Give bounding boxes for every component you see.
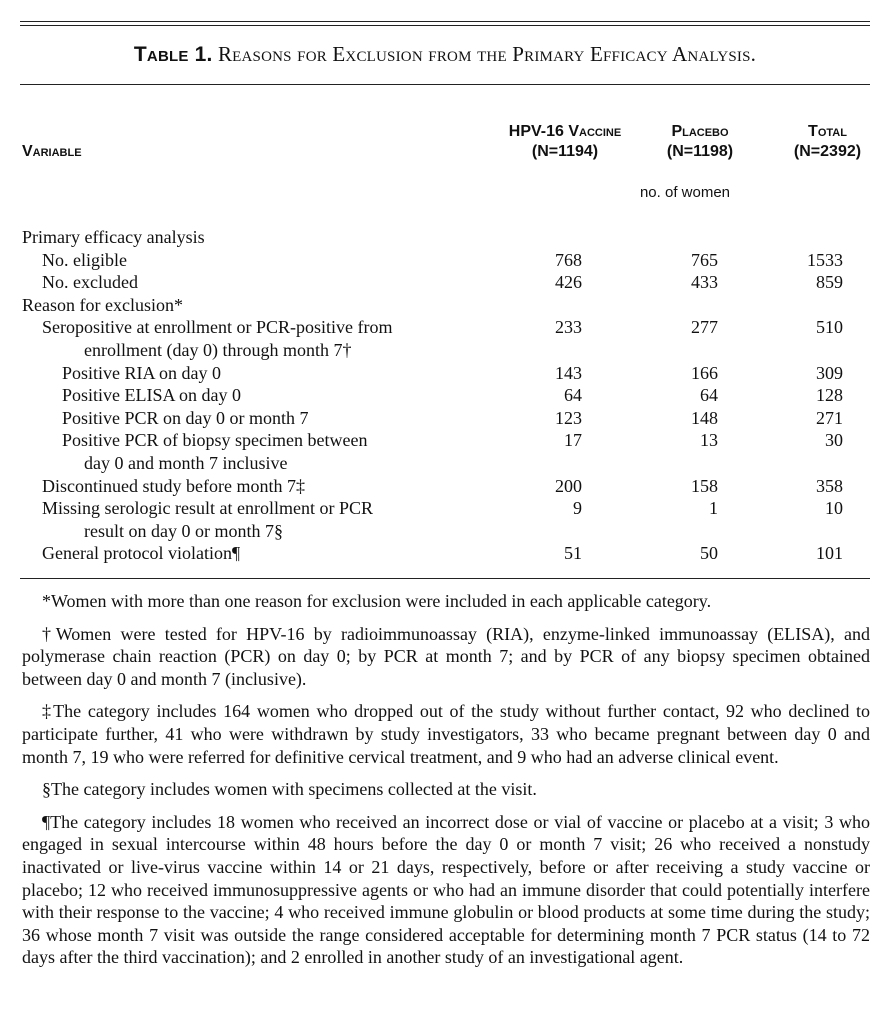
footnote: ¶The category includes 18 women who received an incorrect dose or vial of vaccine or placebo at a visit; 3 who engaged in sexual intercourse within 48 hours before the day 0 or month 7 visit; 26 who received a nonstudy inactivated or live-virus vaccine within 14 or 21 days, respectively, before or after receiving a study vaccine or placebo; 12 who received immunosuppressive agents or who had an immune disorder that could potentially interfere with their response to the vaccine; 4 who received immune globulin or blood products at some time during the study; 36 whose month 7 visit was outside the range considered acceptable for determining month 7 PCR status (14 to 72 days after the third vaccination); and 2 enrolled in another study of an investigational agent. bbox=[22, 811, 870, 968]
column-header-variable-label: Variable bbox=[22, 143, 82, 160]
column-header-vaccine-n: (N=1194) bbox=[531, 143, 599, 160]
column-header-total-label: Total bbox=[808, 123, 847, 140]
table-row bbox=[22, 249, 872, 272]
row-value: 859 bbox=[816, 272, 843, 293]
row-value: 200 bbox=[555, 475, 582, 496]
row-value: 9 bbox=[573, 498, 582, 519]
row-value: 123 bbox=[555, 407, 582, 428]
table-row bbox=[22, 497, 872, 520]
row-value: 50 bbox=[700, 543, 718, 564]
column-header-placebo-n: (N=1198) bbox=[666, 143, 734, 160]
row-label: General protocol violation¶ bbox=[42, 543, 241, 564]
row-label: Seropositive at enrollment or PCR-positive from bbox=[42, 317, 393, 338]
row-label: enrollment (day 0) through month 7† bbox=[84, 339, 352, 360]
row-value: 433 bbox=[691, 272, 718, 293]
column-header-placebo bbox=[630, 122, 770, 162]
row-label: Positive RIA on day 0 bbox=[62, 362, 222, 383]
row-value: 64 bbox=[564, 385, 582, 406]
row-label: Reason for exclusion* bbox=[22, 294, 183, 315]
row-value: 426 bbox=[555, 272, 582, 293]
row-value: 143 bbox=[555, 362, 582, 383]
row-label: Primary efficacy analysis bbox=[22, 227, 205, 247]
table-title bbox=[20, 42, 870, 67]
table-row bbox=[22, 429, 872, 452]
column-header-total bbox=[760, 122, 892, 162]
table-row bbox=[22, 226, 872, 249]
top-rule-1 bbox=[20, 21, 870, 22]
row-value: 13 bbox=[700, 430, 718, 451]
row-value: 17 bbox=[564, 430, 582, 451]
footnote: *Women with more than one reason for exclusion were included in each applicable category. bbox=[42, 591, 712, 611]
table-row bbox=[22, 316, 872, 339]
footnote: ‡The category includes 164 women who dropped out of the study without further contact, 92 who declined to participate further, 41 who were withdrawn by study investigators, 33 who became pregnant between day 0 and month 7, 19 who were referred for definitive cervical treatment, and 9 who had an adverse clinical event. bbox=[22, 701, 870, 767]
row-value: 765 bbox=[691, 249, 718, 270]
column-header-variable bbox=[22, 142, 82, 162]
row-label: day 0 and month 7 inclusive bbox=[84, 452, 288, 473]
row-label: Missing serologic result at enrollment or PCR bbox=[42, 498, 373, 519]
table-row bbox=[22, 542, 872, 565]
table-row bbox=[22, 452, 872, 475]
table-row bbox=[22, 362, 872, 385]
row-value: 10 bbox=[825, 498, 843, 519]
row-value: 166 bbox=[691, 362, 718, 383]
table-body bbox=[22, 226, 872, 565]
footnotes bbox=[22, 590, 870, 979]
row-value: 277 bbox=[691, 317, 718, 338]
row-value: 768 bbox=[555, 249, 582, 270]
row-value: 64 bbox=[700, 385, 718, 406]
column-header-vaccine-label: HPV-16 Vaccine bbox=[508, 123, 622, 140]
table-row bbox=[22, 475, 872, 498]
column-header-total-n: (N=2392) bbox=[793, 143, 862, 160]
column-header-placebo-label: Placebo bbox=[671, 123, 729, 140]
row-value: 358 bbox=[816, 475, 843, 496]
row-value: 128 bbox=[816, 385, 843, 406]
row-value: 158 bbox=[691, 475, 718, 496]
row-value: 1 bbox=[709, 498, 718, 519]
table-row bbox=[22, 407, 872, 430]
footnote: †Women were tested for HPV-16 by radioimmunoassay (RIA), enzyme-linked immunoassay (ELISA), and polymerase chain reaction (PCR) on day 0; by PCR at month 7; and by PCR of any biopsy specimen obtained between day 0 and month 7 (inclusive). bbox=[22, 623, 870, 689]
row-label: Positive ELISA on day 0 bbox=[62, 385, 241, 406]
title-rule bbox=[20, 84, 870, 85]
row-value: 510 bbox=[816, 317, 843, 338]
column-header-vaccine bbox=[480, 122, 650, 162]
row-value: 309 bbox=[816, 362, 843, 383]
row-label: No. eligible bbox=[42, 249, 127, 270]
table-row bbox=[22, 271, 872, 294]
table-title-label: Table 1. bbox=[133, 43, 213, 66]
table-row bbox=[22, 294, 872, 317]
bottom-rule bbox=[20, 578, 870, 579]
table-row bbox=[22, 384, 872, 407]
table-row bbox=[22, 520, 872, 543]
table-row bbox=[22, 339, 872, 362]
row-value: 30 bbox=[825, 430, 843, 451]
table-title-text: Reasons for Exclusion from the Primary Efficacy Analysis. bbox=[217, 42, 757, 66]
footnote: §The category includes women with specimens collected at the visit. bbox=[42, 779, 537, 800]
row-label: result on day 0 or month 7§ bbox=[84, 520, 283, 541]
row-label: Discontinued study before month 7‡ bbox=[42, 475, 305, 496]
row-value: 271 bbox=[816, 407, 843, 428]
row-label: Positive PCR on day 0 or month 7 bbox=[62, 407, 309, 428]
units-label: no. of women bbox=[639, 184, 731, 201]
row-label: No. excluded bbox=[42, 272, 138, 293]
top-rule-2 bbox=[20, 25, 870, 26]
row-value: 1533 bbox=[807, 249, 843, 270]
row-value: 233 bbox=[555, 317, 582, 338]
row-value: 148 bbox=[691, 407, 718, 428]
row-label: Positive PCR of biopsy specimen between bbox=[62, 430, 368, 451]
row-value: 101 bbox=[816, 543, 843, 564]
row-value: 51 bbox=[564, 543, 582, 564]
